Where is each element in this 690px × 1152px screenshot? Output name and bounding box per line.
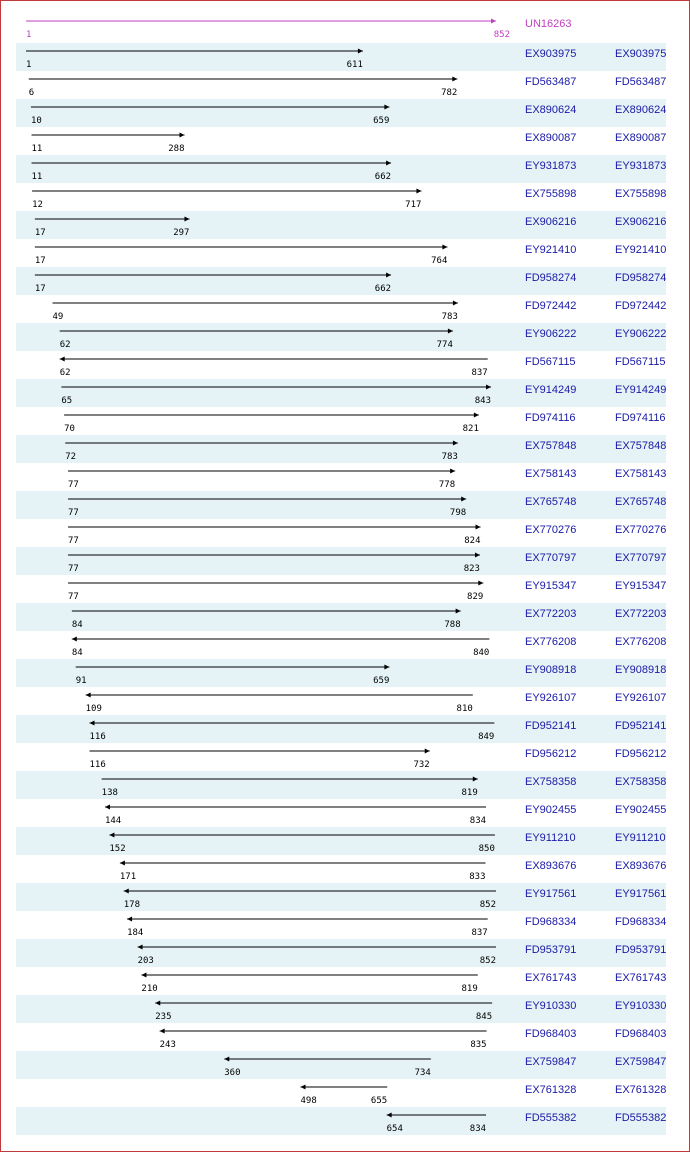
hit-link-secondary[interactable]: EX770276	[615, 524, 667, 536]
hit-link-secondary[interactable]: EY917561	[615, 888, 667, 900]
hit-end-label: 837	[471, 928, 488, 938]
hit-link-secondary[interactable]: EX890624	[615, 104, 667, 116]
hit-line-head	[425, 749, 430, 754]
hit-start-label: 109	[85, 704, 102, 714]
hit-link-secondary[interactable]: FD953791	[615, 944, 667, 956]
hit-link-secondary[interactable]: EY915347	[615, 580, 667, 592]
hit-start-label: 171	[119, 872, 137, 882]
hit-line-head	[300, 1085, 305, 1090]
hit-link-secondary[interactable]: EX765748	[615, 496, 667, 508]
hit-end-label: 662	[374, 172, 392, 182]
hit-link-secondary[interactable]: EY921410	[615, 244, 667, 256]
hit-link-secondary[interactable]: EY931873	[615, 160, 667, 172]
hit-start-label: 91	[75, 676, 87, 686]
hit-start-label: 243	[159, 1040, 176, 1050]
hit-end-label: 819	[461, 984, 478, 994]
hit-line-head	[141, 973, 146, 978]
hit-link-secondary[interactable]: FD567115	[615, 356, 666, 368]
hit-link[interactable]: EX757848	[525, 440, 577, 452]
hit-link-secondary[interactable]: EY908918	[615, 664, 667, 676]
hit-link[interactable]: EX890624	[525, 104, 577, 116]
hit-start-label: 144	[104, 816, 122, 826]
hit-link[interactable]: FD972442	[525, 300, 577, 312]
hit-link[interactable]: FD974116	[525, 412, 576, 424]
hit-link-secondary[interactable]: FD958274	[615, 272, 667, 284]
hit-link-secondary[interactable]: EX758358	[615, 776, 667, 788]
hit-link[interactable]: EX770276	[525, 524, 577, 536]
hit-link[interactable]: EX761328	[525, 1084, 577, 1096]
hit-end-label: 788	[444, 620, 461, 630]
hit-start-label: 84	[71, 648, 83, 658]
hit-end-label: 764	[431, 256, 448, 266]
hit-link-secondary[interactable]: FD956212	[615, 748, 667, 760]
hit-link-secondary[interactable]: EY906222	[615, 328, 667, 340]
hit-end-label: 732	[413, 760, 430, 770]
hit-line-head	[478, 581, 483, 586]
hit-end-label: 850	[478, 844, 495, 854]
hit-end-label: 852	[479, 956, 496, 966]
hit-link[interactable]: EX903975	[525, 48, 577, 60]
hit-link[interactable]: EY931873	[525, 160, 577, 172]
hit-end-label: 845	[475, 1012, 493, 1022]
hit-line-head	[86, 693, 91, 698]
hit-line-head	[180, 133, 185, 138]
hit-start-label: 6	[28, 88, 35, 98]
hit-link-secondary[interactable]: EX770797	[615, 552, 667, 564]
hit-start-label: 65	[61, 396, 73, 406]
hit-link[interactable]: EY921410	[525, 244, 577, 256]
hit-end-label: 833	[469, 872, 486, 882]
hit-link-secondary[interactable]: EY914249	[615, 384, 667, 396]
hit-start-label: 62	[59, 340, 71, 350]
hit-link-secondary[interactable]: FD968403	[615, 1028, 667, 1040]
hit-start-label: 116	[89, 732, 106, 742]
hit-link-secondary[interactable]: EY910330	[615, 1000, 667, 1012]
hit-start-label: 77	[67, 536, 79, 546]
hit-line-head	[160, 1029, 165, 1034]
hit-link[interactable]: EY917561	[525, 888, 577, 900]
hit-link[interactable]: EX759847	[525, 1056, 577, 1068]
hit-end-label: 774	[436, 340, 453, 350]
hit-link-secondary[interactable]: EX906216	[615, 216, 667, 228]
hit-start-label: 235	[155, 1012, 172, 1022]
hit-link[interactable]: FD968403	[525, 1028, 577, 1040]
hit-link-secondary[interactable]: FD952141	[615, 720, 667, 732]
hit-end-label: 734	[414, 1068, 431, 1078]
hit-link-secondary[interactable]: FD968334	[615, 916, 667, 928]
hit-end-label: 662	[374, 284, 392, 294]
query-end-label: 852	[493, 30, 510, 40]
hit-line-head	[452, 77, 457, 82]
hit-start-label: 12	[32, 200, 43, 210]
hit-line-head	[442, 245, 447, 250]
hit-start-label: 17	[34, 284, 46, 294]
hit-start-label: 10	[30, 116, 42, 126]
hit-link-secondary[interactable]: EX757848	[615, 440, 667, 452]
hit-start-label: 77	[67, 564, 79, 574]
hit-end-label: 798	[449, 508, 467, 518]
hit-line-head	[120, 861, 125, 866]
hit-start-label: 184	[127, 928, 144, 938]
hit-link[interactable]: EX772203	[525, 608, 577, 620]
hit-end-label: 829	[467, 592, 484, 602]
hit-start-label: 152	[109, 844, 126, 854]
hit-line-head	[127, 917, 132, 922]
hit-line-head	[416, 189, 421, 194]
hit-link[interactable]: FD555382	[525, 1112, 577, 1124]
hit-start-label: 11	[31, 144, 43, 154]
hit-link[interactable]: EY914249	[525, 384, 577, 396]
hit-line-head	[476, 525, 481, 530]
hit-link-secondary[interactable]: EX761743	[615, 972, 667, 984]
hit-start-label: 77	[67, 480, 79, 490]
hit-line-head	[105, 805, 110, 810]
hit-end-label: 821	[462, 424, 479, 434]
hit-link-secondary[interactable]: EX772203	[615, 608, 667, 620]
hit-end-label: 810	[456, 704, 473, 714]
hit-start-label: 84	[71, 620, 83, 630]
hit-link[interactable]: EX765748	[525, 496, 577, 508]
hit-end-label: 659	[373, 676, 390, 686]
hit-link[interactable]: FD567115	[525, 356, 576, 368]
hit-link-secondary[interactable]: FD555382	[615, 1112, 667, 1124]
hit-link[interactable]: EX755898	[525, 188, 577, 200]
hit-end-label: 834	[469, 1124, 487, 1134]
query-line-head	[491, 19, 496, 24]
hit-start-label: 49	[52, 312, 64, 322]
hit-end-label: 655	[370, 1096, 388, 1106]
hit-start-label: 1	[26, 60, 32, 70]
hit-link[interactable]: EX776208	[525, 636, 577, 648]
hit-start-label: 654	[386, 1124, 403, 1134]
hit-link-secondary[interactable]: EY926107	[615, 692, 667, 704]
hit-link[interactable]: EY906222	[525, 328, 577, 340]
hit-end-label: 717	[405, 200, 422, 210]
hit-link-secondary[interactable]: EX893676	[615, 860, 667, 872]
hit-end-label: 611	[346, 60, 363, 70]
hit-link[interactable]: EX758358	[525, 776, 577, 788]
hit-link[interactable]: EY915347	[525, 580, 577, 592]
hit-link[interactable]: FD968334	[525, 916, 577, 928]
hit-end-label: 783	[441, 312, 458, 322]
hit-link[interactable]: EX758143	[525, 468, 577, 480]
hit-link-secondary[interactable]: EX761328	[615, 1084, 667, 1096]
hit-link[interactable]: FD956212	[525, 748, 577, 760]
hit-start-label: 77	[67, 508, 79, 518]
hit-link-secondary[interactable]: EY902455	[615, 804, 667, 816]
query-start-label: 1	[26, 30, 32, 40]
hit-end-label: 778	[438, 480, 456, 490]
hit-link-secondary[interactable]: EX755898	[615, 188, 667, 200]
hit-start-label: 70	[64, 424, 75, 434]
hit-link-secondary[interactable]: EX890087	[615, 132, 667, 144]
hit-link-secondary[interactable]: FD972442	[615, 300, 667, 312]
hit-link[interactable]: FD563487	[525, 76, 577, 88]
hit-start-label: 17	[34, 256, 46, 266]
query-name: UN16263	[525, 18, 572, 30]
hit-end-label: 834	[469, 816, 487, 826]
hit-link[interactable]: EY910330	[525, 1000, 577, 1012]
hit-link-secondary[interactable]: EX903975	[615, 48, 667, 60]
hit-link[interactable]: EY926107	[525, 692, 577, 704]
hit-link[interactable]: EX770797	[525, 552, 577, 564]
hit-start-label: 138	[101, 788, 118, 798]
hit-line-head	[72, 637, 77, 642]
hit-end-label: 659	[373, 116, 390, 126]
hit-link-secondary[interactable]: EX758143	[615, 468, 667, 480]
hit-start-label: 116	[89, 760, 106, 770]
hit-link[interactable]: FD953791	[525, 944, 577, 956]
hit-start-label: 360	[224, 1068, 241, 1078]
hit-line-head	[60, 357, 65, 362]
hit-end-label: 852	[479, 900, 496, 910]
hit-link-secondary[interactable]: EX776208	[615, 636, 667, 648]
hit-link[interactable]: EX893676	[525, 860, 577, 872]
hit-end-label: 849	[478, 732, 495, 742]
hit-link-secondary[interactable]: FD974116	[615, 412, 666, 424]
hit-end-label: 819	[461, 788, 478, 798]
hit-link[interactable]: EY902455	[525, 804, 577, 816]
hit-end-label: 840	[473, 648, 490, 658]
hit-start-label: 11	[31, 172, 43, 182]
alignment-diagram	[1, 1, 689, 1151]
hit-link[interactable]: EX761743	[525, 972, 577, 984]
hit-end-label: 835	[470, 1040, 487, 1050]
hit-link[interactable]: EX906216	[525, 216, 577, 228]
hit-line-head	[474, 413, 479, 418]
hit-end-label: 823	[463, 564, 480, 574]
hit-start-label: 210	[141, 984, 158, 994]
hit-start-label: 62	[59, 368, 71, 378]
hit-end-label: 297	[173, 228, 190, 238]
hit-start-label: 498	[300, 1096, 317, 1106]
hit-end-label: 288	[168, 144, 185, 154]
hit-end-label: 824	[464, 536, 481, 546]
hit-start-label: 203	[137, 956, 154, 966]
hit-end-label: 837	[471, 368, 488, 378]
hit-start-label: 178	[123, 900, 141, 910]
hit-line-head	[450, 469, 455, 474]
hit-end-label: 843	[474, 396, 492, 406]
hit-start-label: 17	[34, 228, 46, 238]
hit-line-head	[453, 301, 458, 306]
hit-link[interactable]: EY908918	[525, 664, 577, 676]
hit-start-label: 72	[65, 452, 77, 462]
hit-end-label: 783	[441, 452, 458, 462]
hit-link[interactable]: FD958274	[525, 272, 577, 284]
hit-start-label: 77	[67, 592, 79, 602]
hit-end-label: 782	[441, 88, 458, 98]
hit-link-secondary[interactable]: EX759847	[615, 1056, 667, 1068]
hit-link[interactable]: FD952141	[525, 720, 577, 732]
hit-link[interactable]: EX890087	[525, 132, 577, 144]
hit-link[interactable]: EY911210	[525, 832, 576, 844]
hit-link-secondary[interactable]: FD563487	[615, 76, 667, 88]
hit-link-secondary[interactable]: EY911210	[615, 832, 666, 844]
